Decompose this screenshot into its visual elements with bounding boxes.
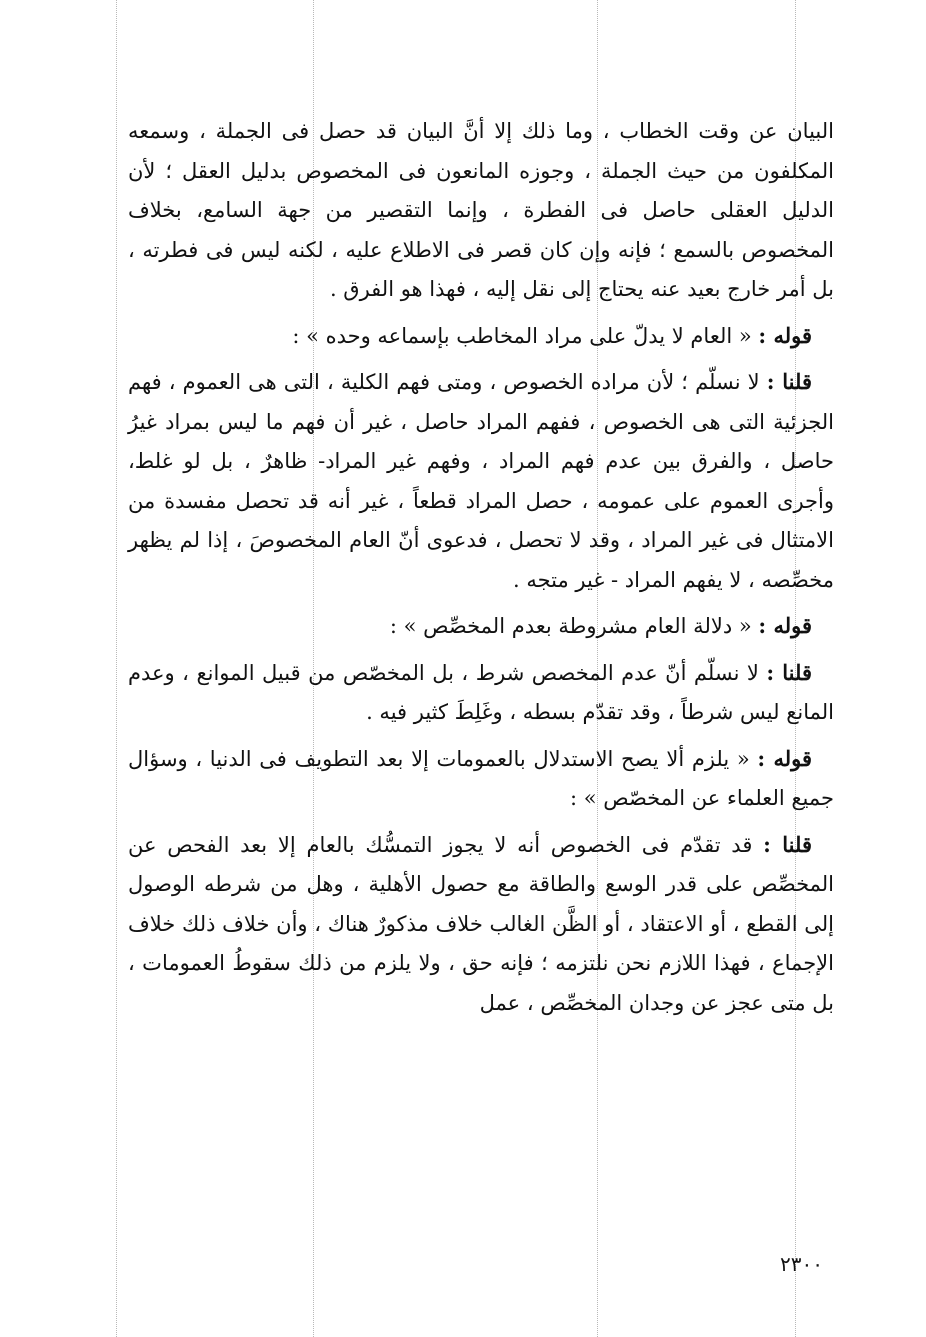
paragraph-text: « العام لا يدلّ على مراد المخاطب بإسماعه وحده » : — [292, 323, 752, 348]
paragraph-text: لا نسلّم ؛ لأن مراده الخصوص ، ومتى فهم الكلية ، التى هى العموم ، فهم الجزئية التى هى الخصوص ، ففهم المراد حاصل ، غير أن فهم ما ليس بمراد غيرُ حاصل ، والفرق بين عدم فهم المراد ، وفهم غير المراد- ظاهرٌ ، بل لو غلط، وأجرى العموم على عمومه ، حصل المراد قطعاً ، غير أنه قد تحصل مفسدة من الامتثال فى غير المراد ، وقد لا تحصل ، فدعوى أنّ العام المخصوصَ ، إذا لم يظهر مخصِّصه ، لا يفهم المراد - غير متجه . — [128, 370, 834, 592]
scan-guide-line — [116, 0, 117, 1337]
paragraph-keyword: قوله : — [758, 322, 812, 348]
paragraph-keyword: قلنا : — [766, 659, 812, 685]
paragraph — [128, 653, 834, 733]
paragraph — [128, 316, 834, 357]
page-number: ٢٣٠٠ — [780, 1252, 823, 1276]
body-text — [128, 112, 834, 1023]
paragraph — [128, 825, 834, 1024]
paragraph-keyword: قلنا : — [763, 831, 812, 857]
paragraph-keyword: قوله : — [758, 613, 812, 638]
paragraph — [128, 739, 834, 819]
paragraph-text: البيان عن وقت الخطاب ، وما ذلك إلا أنَّ البيان قد حصل فى الجملة ، وسمعه المكلفون من حيث الجملة ، وجوزه المانعون فى المخصوص بدليل العقل ؛ لأن الدليل العقلى حاصل فى الفطرة ، وإنما التقصير من جهة السامع، بخلاف المخصوص بالسمع ؛ فإنه وإن كان قصر فى الاطلاع عليه ، لكنه ليس فى فطرته ، بل أمر خارج بعيد عنه يحتاج إلى نقل إليه ، فهذا هو الفرق . — [128, 119, 834, 301]
paragraph-keyword: قلنا : — [766, 369, 812, 394]
paragraph-text: لا نسلّم أنّ عدم المخصص شرط ، بل المخصّص من قبيل الموانع ، وعدم المانع ليس شرطاً ، وقد تقدّم بسطه ، وغَلِطَ كثير فيه . — [128, 660, 834, 724]
paragraph — [128, 606, 834, 647]
paragraph — [128, 112, 834, 310]
paragraph-keyword: قوله : — [757, 745, 812, 771]
paragraph — [128, 362, 834, 600]
paragraph-text: « دلالة العام مشروطة بعدم المخصِّص » : — [389, 614, 752, 638]
paragraph-text: « يلزم ألا يصح الاستدلال بالعمومات إلا بعد التطويف فى الدنيا ، وسؤال جميع العلماء عن المخصّص » : — [128, 746, 834, 810]
paragraph-text: قد تقدّم فى الخصوص أنه لا يجوز التمسُّك بالعام إلا بعد الفحص عن المخصِّص على قدر الوسع والطاقة مع حصول الأهلية ، وهل من شرطه الوصول إلى القطع ، أو الاعتقاد ، أو الظَّن الغالب خلاف مذكورٌ هناك ، وأن خلاف ذلك خلاف الإجماع ، فهذا اللازم نحن نلتزمه ؛ فإنه حق ، ولا يلزم من ذلك سقوطُ العمومات ، بل متى عجز عن وجدان المخصِّص ، عمل — [128, 832, 834, 1015]
